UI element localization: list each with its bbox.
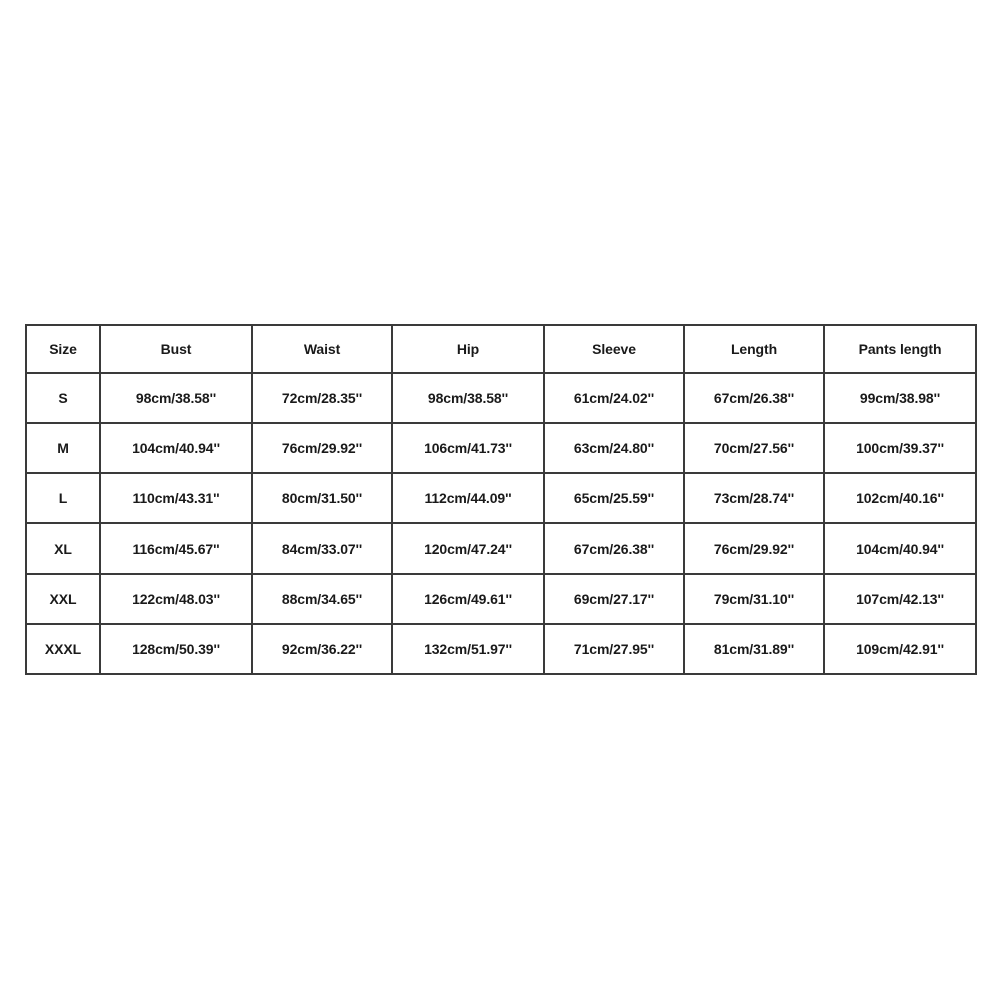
table-row	[26, 624, 976, 674]
hip-cell: 120cm/47.24''	[392, 523, 544, 573]
sleeve-cell: 65cm/25.59''	[544, 473, 684, 523]
header-sleeve: Sleeve	[544, 325, 684, 373]
table-row	[26, 473, 976, 523]
header-pants-length: Pants length	[824, 325, 976, 373]
size-cell: XL	[26, 523, 100, 573]
bust-cell: 98cm/38.58''	[100, 373, 252, 423]
hip-cell: 132cm/51.97''	[392, 624, 544, 674]
table-row	[26, 423, 976, 473]
hip-cell: 112cm/44.09''	[392, 473, 544, 523]
size-cell: XXL	[26, 574, 100, 624]
bust-cell: 128cm/50.39''	[100, 624, 252, 674]
pants-length-cell: 107cm/42.13''	[824, 574, 976, 624]
bust-cell: 110cm/43.31''	[100, 473, 252, 523]
bust-cell: 122cm/48.03''	[100, 574, 252, 624]
table-row	[26, 574, 976, 624]
waist-cell: 80cm/31.50''	[252, 473, 392, 523]
pants-length-cell: 100cm/39.37''	[824, 423, 976, 473]
bust-cell: 104cm/40.94''	[100, 423, 252, 473]
bust-cell: 116cm/45.67''	[100, 523, 252, 573]
waist-cell: 72cm/28.35''	[252, 373, 392, 423]
length-cell: 79cm/31.10''	[684, 574, 824, 624]
table-row	[26, 373, 976, 423]
waist-cell: 84cm/33.07''	[252, 523, 392, 573]
sleeve-cell: 69cm/27.17''	[544, 574, 684, 624]
sleeve-cell: 67cm/26.38''	[544, 523, 684, 573]
waist-cell: 92cm/36.22''	[252, 624, 392, 674]
length-cell: 73cm/28.74''	[684, 473, 824, 523]
sleeve-cell: 71cm/27.95''	[544, 624, 684, 674]
pants-length-cell: 102cm/40.16''	[824, 473, 976, 523]
waist-cell: 76cm/29.92''	[252, 423, 392, 473]
length-cell: 81cm/31.89''	[684, 624, 824, 674]
pants-length-cell: 99cm/38.98''	[824, 373, 976, 423]
sleeve-cell: 63cm/24.80''	[544, 423, 684, 473]
header-size: Size	[26, 325, 100, 373]
header-hip: Hip	[392, 325, 544, 373]
length-cell: 67cm/26.38''	[684, 373, 824, 423]
length-cell: 70cm/27.56''	[684, 423, 824, 473]
header-bust: Bust	[100, 325, 252, 373]
size-cell: XXXL	[26, 624, 100, 674]
table-row	[26, 523, 976, 573]
size-chart-table	[25, 324, 977, 675]
hip-cell: 98cm/38.58''	[392, 373, 544, 423]
sleeve-cell: 61cm/24.02''	[544, 373, 684, 423]
header-waist: Waist	[252, 325, 392, 373]
size-cell: L	[26, 473, 100, 523]
pants-length-cell: 104cm/40.94''	[824, 523, 976, 573]
length-cell: 76cm/29.92''	[684, 523, 824, 573]
header-length: Length	[684, 325, 824, 373]
hip-cell: 106cm/41.73''	[392, 423, 544, 473]
waist-cell: 88cm/34.65''	[252, 574, 392, 624]
size-cell: M	[26, 423, 100, 473]
hip-cell: 126cm/49.61''	[392, 574, 544, 624]
pants-length-cell: 109cm/42.91''	[824, 624, 976, 674]
header-row	[26, 325, 976, 373]
size-cell: S	[26, 373, 100, 423]
